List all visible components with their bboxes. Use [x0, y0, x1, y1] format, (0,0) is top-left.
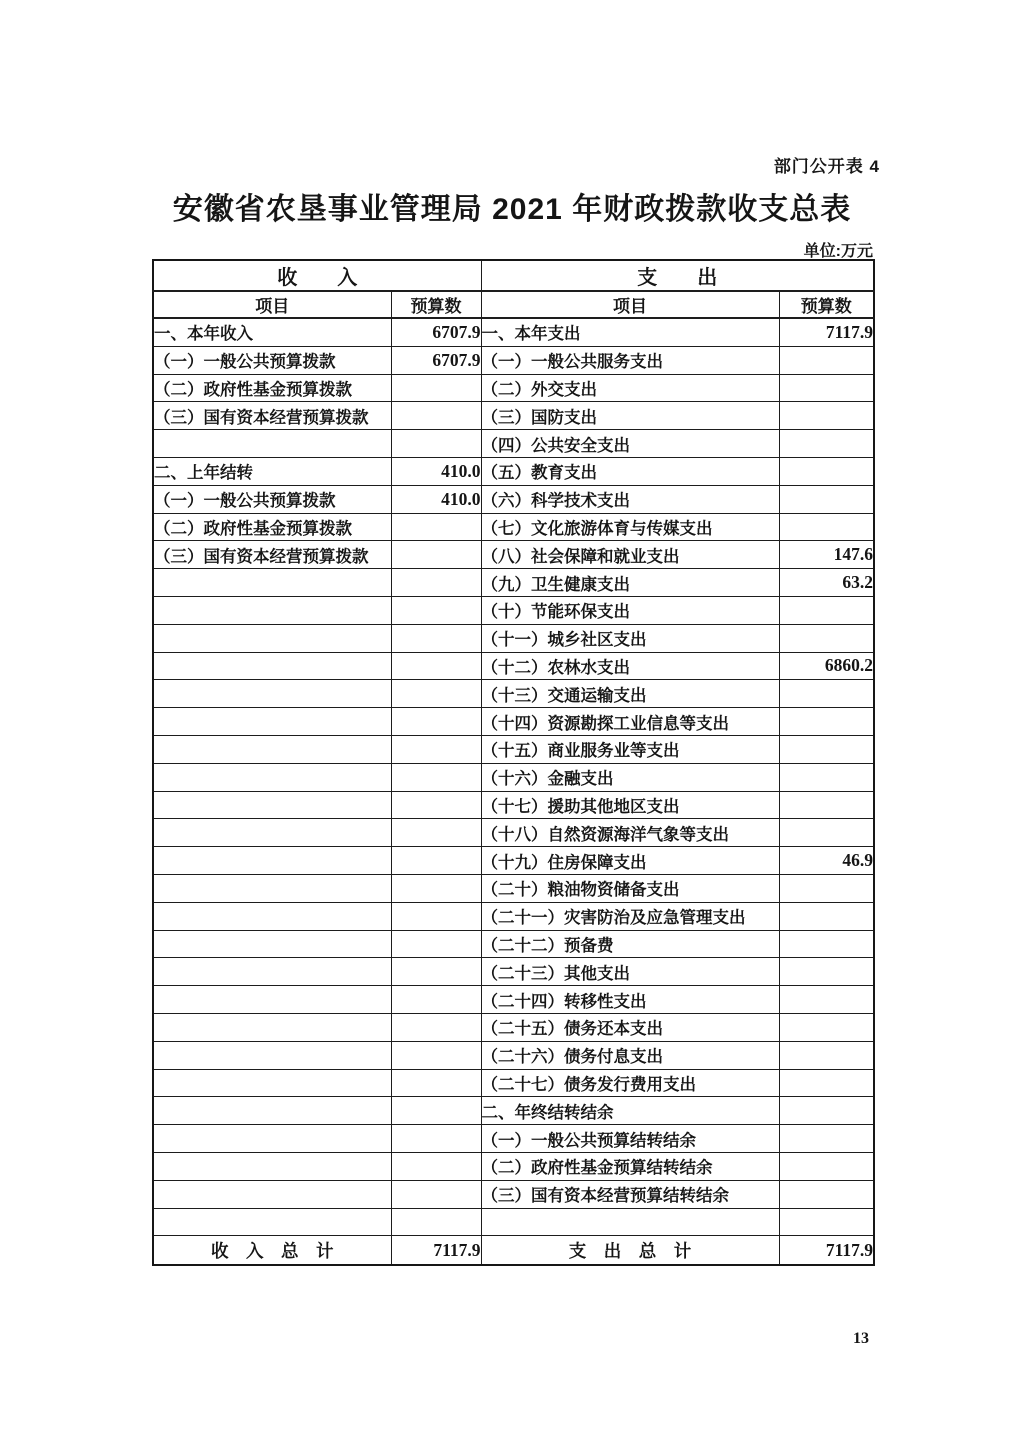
expense-budget-cell: [779, 735, 874, 763]
table-row: [153, 819, 874, 847]
table-row: [153, 1097, 874, 1125]
income-item-cell: [153, 958, 391, 986]
expense-item-cell: （十三）交通运输支出: [481, 680, 779, 708]
income-item-cell: [153, 1069, 391, 1097]
expense-item-cell: （二十七）债务发行费用支出: [481, 1069, 779, 1097]
table-row: [153, 485, 874, 513]
page-title: 安徽省农垦事业管理局 2021 年财政拨款收支总表: [172, 193, 852, 226]
income-item-cell: （三）国有资本经营预算拨款: [153, 402, 391, 430]
expense-budget-cell: [779, 457, 874, 485]
income-budget-cell: [391, 1013, 481, 1041]
income-item-cell: [153, 874, 391, 902]
income-item-cell: [153, 847, 391, 875]
expense-item-column-header: 项目: [481, 291, 779, 318]
expense-item-cell: （十八）自然资源海洋气象等支出: [481, 819, 779, 847]
income-budget-cell: [391, 791, 481, 819]
income-budget-cell: [391, 930, 481, 958]
table-row: [153, 430, 874, 458]
table-body: [153, 318, 874, 1236]
expense-budget-cell: [779, 680, 874, 708]
expense-item-cell: （一）一般公共服务支出: [481, 346, 779, 374]
expense-item-cell: （二十五）债务还本支出: [481, 1013, 779, 1041]
table-row: [153, 569, 874, 597]
income-budget-cell: [391, 763, 481, 791]
income-item-cell: （三）国有资本经营预算拨款: [153, 541, 391, 569]
expense-item-cell: （五）教育支出: [481, 457, 779, 485]
income-budget-cell: [391, 1180, 481, 1208]
expense-item-cell: （十七）援助其他地区支出: [481, 791, 779, 819]
income-item-cell: 二、上年结转: [153, 457, 391, 485]
income-budget-cell: [391, 596, 481, 624]
expense-item-cell: [481, 1208, 779, 1236]
income-budget-cell: [391, 986, 481, 1014]
income-budget-cell: [391, 1041, 481, 1069]
income-budget-cell: [391, 1069, 481, 1097]
income-budget-cell: [391, 1208, 481, 1236]
income-budget-cell: [391, 513, 481, 541]
table-row: [153, 1180, 874, 1208]
income-item-cell: [153, 596, 391, 624]
table-row: [153, 1152, 874, 1180]
expense-item-cell: （十九）住房保障支出: [481, 847, 779, 875]
income-item-cell: [153, 763, 391, 791]
expense-budget-cell: [779, 1069, 874, 1097]
income-item-cell: [153, 708, 391, 736]
income-item-cell: [153, 791, 391, 819]
expense-item-cell: （十四）资源勘探工业信息等支出: [481, 708, 779, 736]
table-row: [153, 986, 874, 1014]
income-item-cell: [153, 819, 391, 847]
expense-item-cell: 二、年终结转结余: [481, 1097, 779, 1125]
table-row: [153, 735, 874, 763]
table-row: [153, 596, 874, 624]
income-budget-cell: [391, 819, 481, 847]
income-item-cell: [153, 1097, 391, 1125]
expense-budget-cell: [779, 958, 874, 986]
income-budget-cell: [391, 680, 481, 708]
expense-total-value: 7117.9: [779, 1236, 874, 1265]
income-item-cell: [153, 1152, 391, 1180]
expense-item-cell: （六）科学技术支出: [481, 485, 779, 513]
table-row: [153, 930, 874, 958]
income-budget-cell: [391, 902, 481, 930]
income-budget-column-header: 预算数: [391, 291, 481, 318]
income-budget-cell: 6707.9: [391, 318, 481, 346]
income-item-cell: [153, 430, 391, 458]
income-item-cell: [153, 986, 391, 1014]
table-footer: [153, 1236, 874, 1265]
expense-budget-cell: [779, 1180, 874, 1208]
income-budget-cell: [391, 1097, 481, 1125]
table-row: [153, 1125, 874, 1153]
expense-item-cell: （二十六）债务付息支出: [481, 1041, 779, 1069]
income-budget-cell: [391, 430, 481, 458]
income-budget-cell: [391, 569, 481, 597]
expense-item-cell: （三）国防支出: [481, 402, 779, 430]
income-item-cell: [153, 1180, 391, 1208]
income-budget-cell: 410.0: [391, 485, 481, 513]
table-row: [153, 541, 874, 569]
expense-item-cell: （九）卫生健康支出: [481, 569, 779, 597]
expense-budget-cell: 63.2: [779, 569, 874, 597]
expense-budget-cell: [779, 1208, 874, 1236]
income-item-cell: （二）政府性基金预算拨款: [153, 513, 391, 541]
expense-budget-cell: 7117.9: [779, 318, 874, 346]
corner-table-label: 部门公开表 4: [773, 157, 880, 176]
table-row: [153, 402, 874, 430]
income-budget-cell: [391, 402, 481, 430]
table-row: [153, 457, 874, 485]
column-header-row: [153, 291, 874, 318]
expense-budget-cell: 6860.2: [779, 652, 874, 680]
expense-item-cell: （二十）粮油物资储备支出: [481, 874, 779, 902]
income-budget-cell: 6707.9: [391, 346, 481, 374]
expense-item-cell: （四）公共安全支出: [481, 430, 779, 458]
income-item-cell: [153, 569, 391, 597]
income-budget-cell: [391, 624, 481, 652]
table-row: [153, 624, 874, 652]
expense-section-header: 支 出: [481, 260, 874, 291]
expense-budget-cell: [779, 708, 874, 736]
expense-item-cell: （十）节能环保支出: [481, 596, 779, 624]
income-budget-cell: [391, 1125, 481, 1153]
expense-item-cell: （八）社会保障和就业支出: [481, 541, 779, 569]
expense-budget-cell: [779, 1152, 874, 1180]
expense-budget-cell: [779, 986, 874, 1014]
expense-item-cell: （七）文化旅游体育与传媒支出: [481, 513, 779, 541]
income-item-cell: [153, 624, 391, 652]
expense-budget-cell: [779, 1097, 874, 1125]
income-item-cell: [153, 1208, 391, 1236]
table-row: [153, 847, 874, 875]
income-item-cell: （一）一般公共预算拨款: [153, 346, 391, 374]
expense-budget-cell: [779, 624, 874, 652]
expense-item-cell: 一、本年支出: [481, 318, 779, 346]
expense-item-cell: （十五）商业服务业等支出: [481, 735, 779, 763]
income-item-cell: [153, 735, 391, 763]
expense-item-cell: （三）国有资本经营预算结转结余: [481, 1180, 779, 1208]
expense-budget-column-header: 预算数: [779, 291, 874, 318]
table-row: [153, 318, 874, 346]
income-total-label: 收 入 总 计: [153, 1236, 391, 1265]
table-header: [153, 260, 874, 318]
table-row: [153, 680, 874, 708]
income-item-cell: [153, 680, 391, 708]
expense-budget-cell: [779, 374, 874, 402]
expense-budget-cell: 46.9: [779, 847, 874, 875]
expense-budget-cell: [779, 819, 874, 847]
table-row: [153, 708, 874, 736]
total-row: [153, 1236, 874, 1265]
expense-budget-cell: [779, 402, 874, 430]
expense-budget-cell: [779, 791, 874, 819]
table-row: [153, 513, 874, 541]
page-number: 13: [853, 1330, 869, 1347]
expense-budget-cell: 147.6: [779, 541, 874, 569]
expense-budget-cell: [779, 902, 874, 930]
expense-budget-cell: [779, 1125, 874, 1153]
income-item-cell: （一）一般公共预算拨款: [153, 485, 391, 513]
income-item-cell: 一、本年收入: [153, 318, 391, 346]
table-row: [153, 374, 874, 402]
expense-budget-cell: [779, 874, 874, 902]
expense-budget-cell: [779, 1041, 874, 1069]
expense-item-cell: （十二）农林水支出: [481, 652, 779, 680]
income-item-cell: [153, 1041, 391, 1069]
income-item-cell: （二）政府性基金预算拨款: [153, 374, 391, 402]
income-budget-cell: [391, 652, 481, 680]
table-row: [153, 1208, 874, 1236]
expense-item-cell: （二）外交支出: [481, 374, 779, 402]
expense-item-cell: （一）一般公共预算结转结余: [481, 1125, 779, 1153]
income-item-cell: [153, 1125, 391, 1153]
table-row: [153, 763, 874, 791]
table-row: [153, 791, 874, 819]
income-item-cell: [153, 1013, 391, 1041]
expense-budget-cell: [779, 513, 874, 541]
table-row: [153, 958, 874, 986]
expense-budget-cell: [779, 485, 874, 513]
income-budget-cell: 410.0: [391, 457, 481, 485]
budget-summary-table: [152, 259, 875, 1266]
income-budget-cell: [391, 735, 481, 763]
income-item-cell: [153, 930, 391, 958]
table-row: [153, 1069, 874, 1097]
income-budget-cell: [391, 374, 481, 402]
table-row: [153, 902, 874, 930]
income-item-cell: [153, 902, 391, 930]
income-item-column-header: 项目: [153, 291, 391, 318]
expense-total-label: 支 出 总 计: [481, 1236, 779, 1265]
expense-item-cell: （二十四）转移性支出: [481, 986, 779, 1014]
expense-budget-cell: [779, 596, 874, 624]
table-row: [153, 1041, 874, 1069]
income-item-cell: [153, 652, 391, 680]
expense-item-cell: （二）政府性基金预算结转结余: [481, 1152, 779, 1180]
expense-budget-cell: [779, 763, 874, 791]
table-row: [153, 1013, 874, 1041]
income-budget-cell: [391, 958, 481, 986]
unit-label: 单位:万元: [803, 243, 873, 260]
expense-item-cell: （二十三）其他支出: [481, 958, 779, 986]
income-budget-cell: [391, 541, 481, 569]
expense-budget-cell: [779, 1013, 874, 1041]
expense-item-cell: （二十一）灾害防治及应急管理支出: [481, 902, 779, 930]
table-row: [153, 346, 874, 374]
expense-budget-cell: [779, 930, 874, 958]
income-budget-cell: [391, 1152, 481, 1180]
income-section-header: 收 入: [153, 260, 481, 291]
expense-budget-cell: [779, 346, 874, 374]
income-total-value: 7117.9: [391, 1236, 481, 1265]
expense-item-cell: （二十二）预备费: [481, 930, 779, 958]
table-row: [153, 652, 874, 680]
expense-budget-cell: [779, 430, 874, 458]
expense-item-cell: （十六）金融支出: [481, 763, 779, 791]
table-row: [153, 874, 874, 902]
section-header-row: [153, 260, 874, 291]
income-budget-cell: [391, 874, 481, 902]
income-budget-cell: [391, 708, 481, 736]
income-budget-cell: [391, 847, 481, 875]
expense-item-cell: （十一）城乡社区支出: [481, 624, 779, 652]
